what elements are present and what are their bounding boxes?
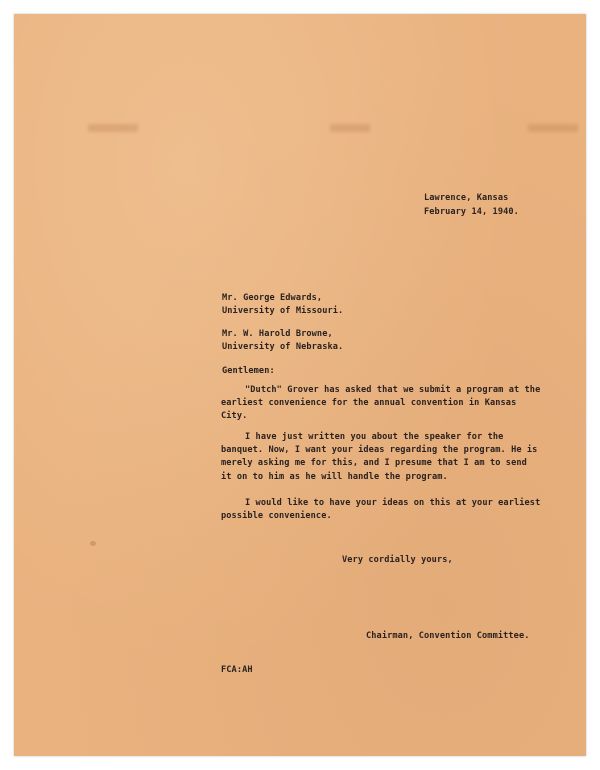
body-paragraph-1 — [221, 384, 541, 424]
paragraph-text: "Dutch" Grover has asked that we submit a program at the earliest convenience for the annual convention in Kansas City. — [221, 385, 541, 422]
signature-title: Chairman, Convention Committee. — [366, 631, 530, 641]
body-paragraph-2 — [221, 431, 541, 484]
paragraph-text: I have just written you about the speaker for the banquet. Now, I want your ideas regarding the program. He is merely asking me for this, and I presume that I am to send it on to him as he will handle the program. — [221, 432, 538, 482]
paragraph-text: I would like to have your ideas on this at your earliest possible convenience. — [221, 498, 541, 522]
recipient-1-affiliation: University of Missouri. — [222, 306, 344, 316]
reference-initials: FCA:AH — [221, 665, 253, 675]
recipient-1-name: Mr. George Edwards, — [222, 293, 323, 303]
paper-smudge — [90, 541, 96, 546]
letter-date: February 14, 1940. — [424, 207, 519, 217]
bleed-through-mark — [528, 124, 578, 132]
body-paragraph-3 — [221, 497, 541, 523]
recipient-2-name: Mr. W. Harold Browne, — [222, 329, 333, 339]
letter-page — [14, 14, 586, 756]
recipient-2-affiliation: University of Nebraska. — [222, 342, 344, 352]
letter-place: Lawrence, Kansas — [424, 193, 509, 203]
complimentary-closing: Very cordially yours, — [342, 555, 453, 565]
bleed-through-mark — [330, 124, 370, 132]
salutation: Gentlemen: — [222, 366, 275, 376]
bleed-through-mark — [88, 124, 138, 132]
